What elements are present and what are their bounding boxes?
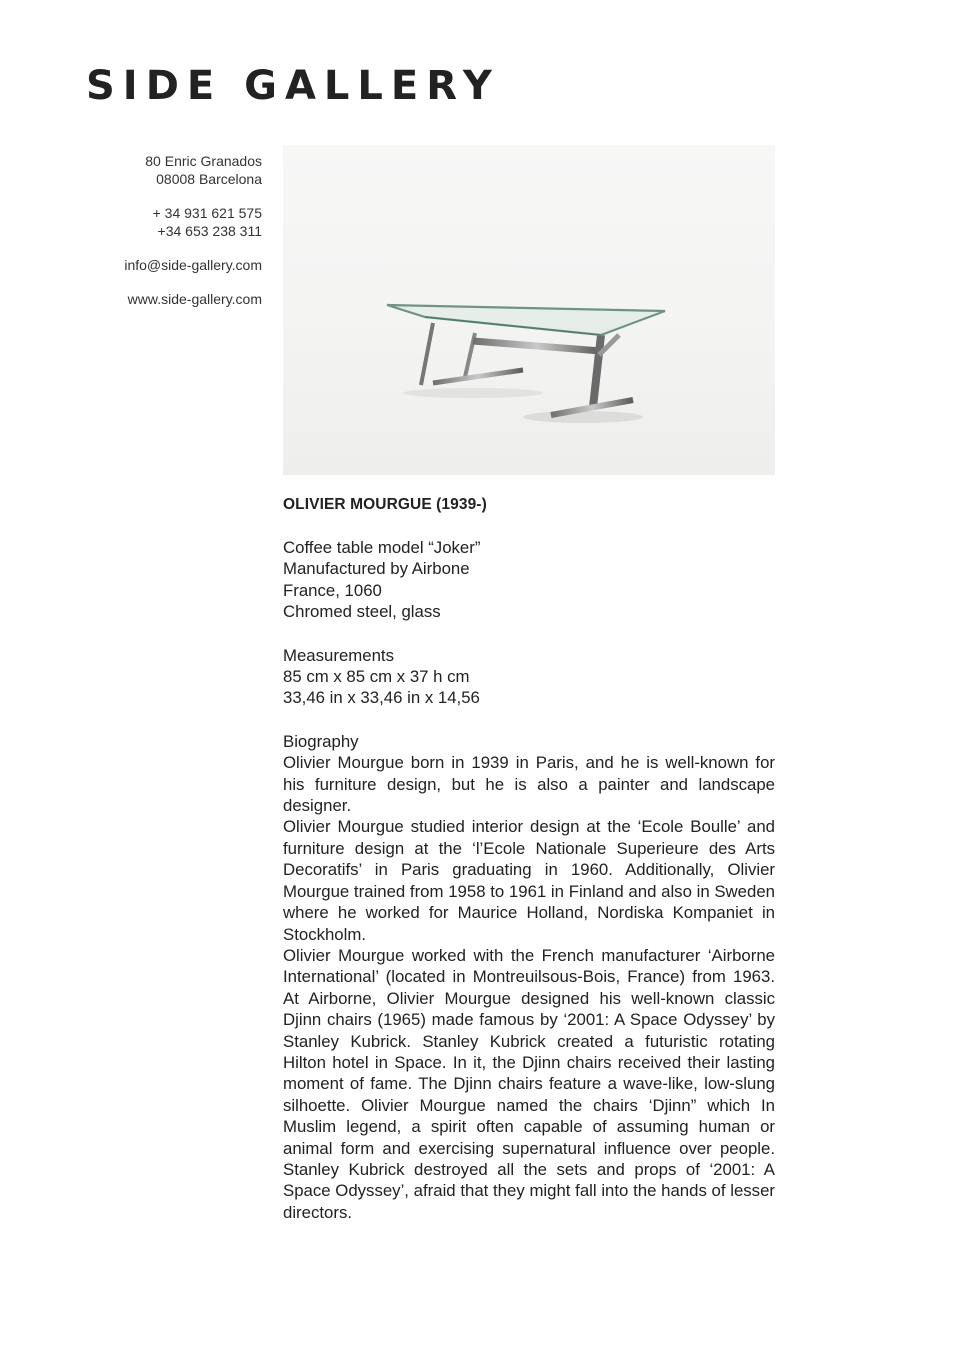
measurements-heading: Measurements	[283, 645, 394, 665]
artist-name: OLIVIER MOURGUE (1939-)	[283, 496, 487, 513]
measurements-metric: 85 cm x 85 cm x 37 h cm	[283, 667, 470, 687]
biography-paragraph: Olivier Mourgue worked with the French manufacturer ‘Airborne International’ (located in Montreuilsous-Bois, France) from 1963. At Airborne, Olivier Mourgue designed his well-known classic Djinn chairs (1965) made famous by ‘2001: A Space Odyssey’ by Stanley Kubrick. Stanley Kubrick created a futuristic rotating Hilton hotel in Space. In it, the Djinn chairs received their lasting moment of fame. The Djinn chairs feature a wave-like, low-slung silhoette. Olivier Mourgue named the chairs ‘Djinn” which In Muslim legend, a spirit often capable of assuming human or animal form and exercising supernatural influence over people. Stanley Kubrick destroyed all the sets and props of ‘2001: A Space Odyssey’, afraid that they might fall into the hands of lesser directors.	[283, 945, 775, 1222]
website-link[interactable]: www.side-gallery.com	[127, 291, 262, 307]
gallery-logo: SIDE GALLERY	[86, 63, 500, 109]
measurements-section	[283, 645, 775, 709]
contact-block	[62, 152, 262, 308]
biography-paragraph: Olivier Mourgue studied interior design at the ‘Ecole Boulle’ and furniture design at the ‘l’Ecole Nationale Superieure des Arts Decoratifs’ in Paris graduating in 1960. Additionally, Olivier Mourgue trained from 1958 to 1961 in Finland and also in Sweden where he worked for Maurice Holland, Nordiska Kompaniet in Stockholm.	[283, 817, 775, 944]
detail-manufacturer: Manufactured by Airbone	[283, 559, 470, 579]
biography-heading: Biography	[283, 731, 359, 751]
coffee-table-image	[283, 145, 775, 475]
address-line-1: 80 Enric Granados	[145, 153, 262, 169]
detail-origin: France, 1060	[283, 580, 382, 600]
detail-model: Coffee table model “Joker”	[283, 538, 481, 557]
product-description	[283, 494, 775, 1223]
product-photo	[283, 145, 775, 475]
phone-1: + 34 931 621 575	[152, 205, 262, 221]
biography-section	[283, 731, 775, 1223]
biography-paragraph: Olivier Mourgue born in 1939 in Paris, and he is well-known for his furniture design, but he is also a painter and landscape designer.	[283, 753, 775, 816]
detail-materials: Chromed steel, glass	[283, 602, 441, 622]
phone-2: +34 653 238 311	[157, 223, 262, 239]
email-link[interactable]: info@side-gallery.com	[124, 257, 262, 273]
product-details	[283, 537, 775, 623]
address-line-2: 08008 Barcelona	[156, 171, 262, 187]
measurements-imperial: 33,46 in x 33,46 in x 14,56	[283, 688, 480, 708]
